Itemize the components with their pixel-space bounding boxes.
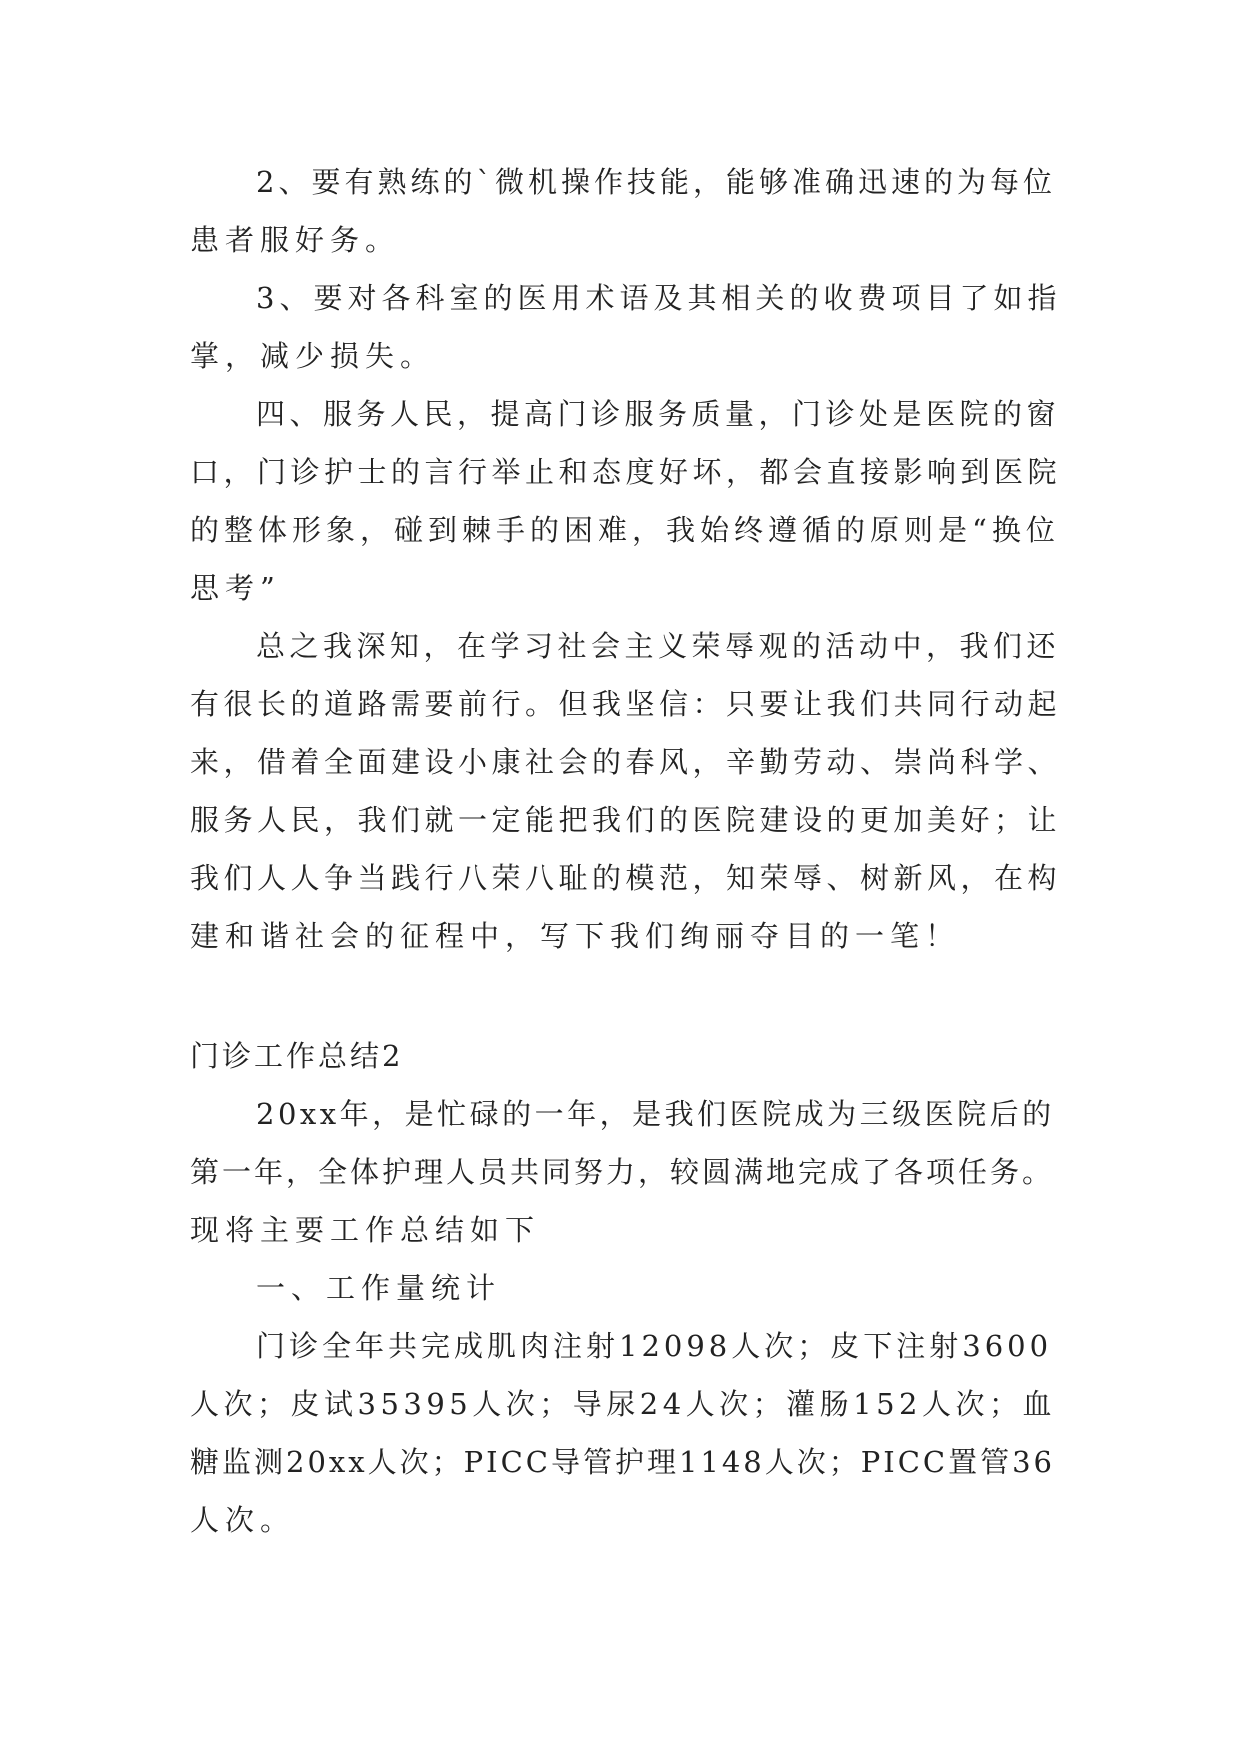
paragraph-line: 掌，减少损失。: [190, 339, 436, 373]
paragraph-line: 四、服务人民，提高门诊服务质量，门诊处是医院的窗: [256, 397, 1061, 431]
paragraph-line: 人次；皮试35395人次；导尿24人次；灌肠152人次；血: [190, 1387, 1057, 1421]
section-heading: 门诊工作总结2: [190, 1039, 404, 1073]
paragraph-line: 的整体形象，碰到棘手的困难，我始终遵循的原则是“换位: [190, 513, 1060, 547]
paragraph-line: 3、要对各科室的医用术语及其相关的收费项目了如指: [256, 281, 1062, 315]
paragraph-line: 人次。: [190, 1503, 296, 1537]
paragraph-line: 总之我深知，在学习社会主义荣辱观的活动中，我们还: [256, 629, 1061, 663]
paragraph-line: 服务人民，我们就一定能把我们的医院建设的更加美好；让: [190, 803, 1062, 837]
paragraph-line: 糖监测20xx人次；PICC导管护理1148人次；PICC置管36: [190, 1445, 1056, 1479]
paragraph-line: 第一年，全体护理人员共同努力，较圆满地完成了各项任务。: [190, 1155, 1055, 1189]
paragraph-line: 2、要有熟练的`微机操作技能，能够准确迅速的为每位: [256, 165, 1056, 199]
paragraph-line: 建和谐社会的征程中，写下我们绚丽夺目的一笔！: [190, 919, 961, 953]
paragraph-line: 有很长的道路需要前行。但我坚信：只要让我们共同行动起: [190, 687, 1062, 721]
subsection-heading: 一、工作量统计: [256, 1271, 502, 1305]
paragraph-line: 患者服好务。: [190, 223, 401, 257]
paragraph-line: 门诊全年共完成肌肉注射12098人次；皮下注射3600: [256, 1329, 1053, 1363]
paragraph-line: 来，借着全面建设小康社会的春风，辛勤劳动、崇尚科学、: [190, 745, 1062, 779]
paragraph-line: 口，门诊护士的言行举止和态度好坏，都会直接影响到医院: [190, 455, 1062, 489]
paragraph-line: 20xx年，是忙碌的一年，是我们医院成为三级医院后的: [256, 1097, 1055, 1131]
paragraph-line: 我们人人争当践行八荣八耻的模范，知荣辱、树新风，在构: [190, 861, 1062, 895]
paragraph-line: 思考”: [190, 571, 281, 605]
paragraph-line: 现将主要工作总结如下: [190, 1213, 541, 1247]
